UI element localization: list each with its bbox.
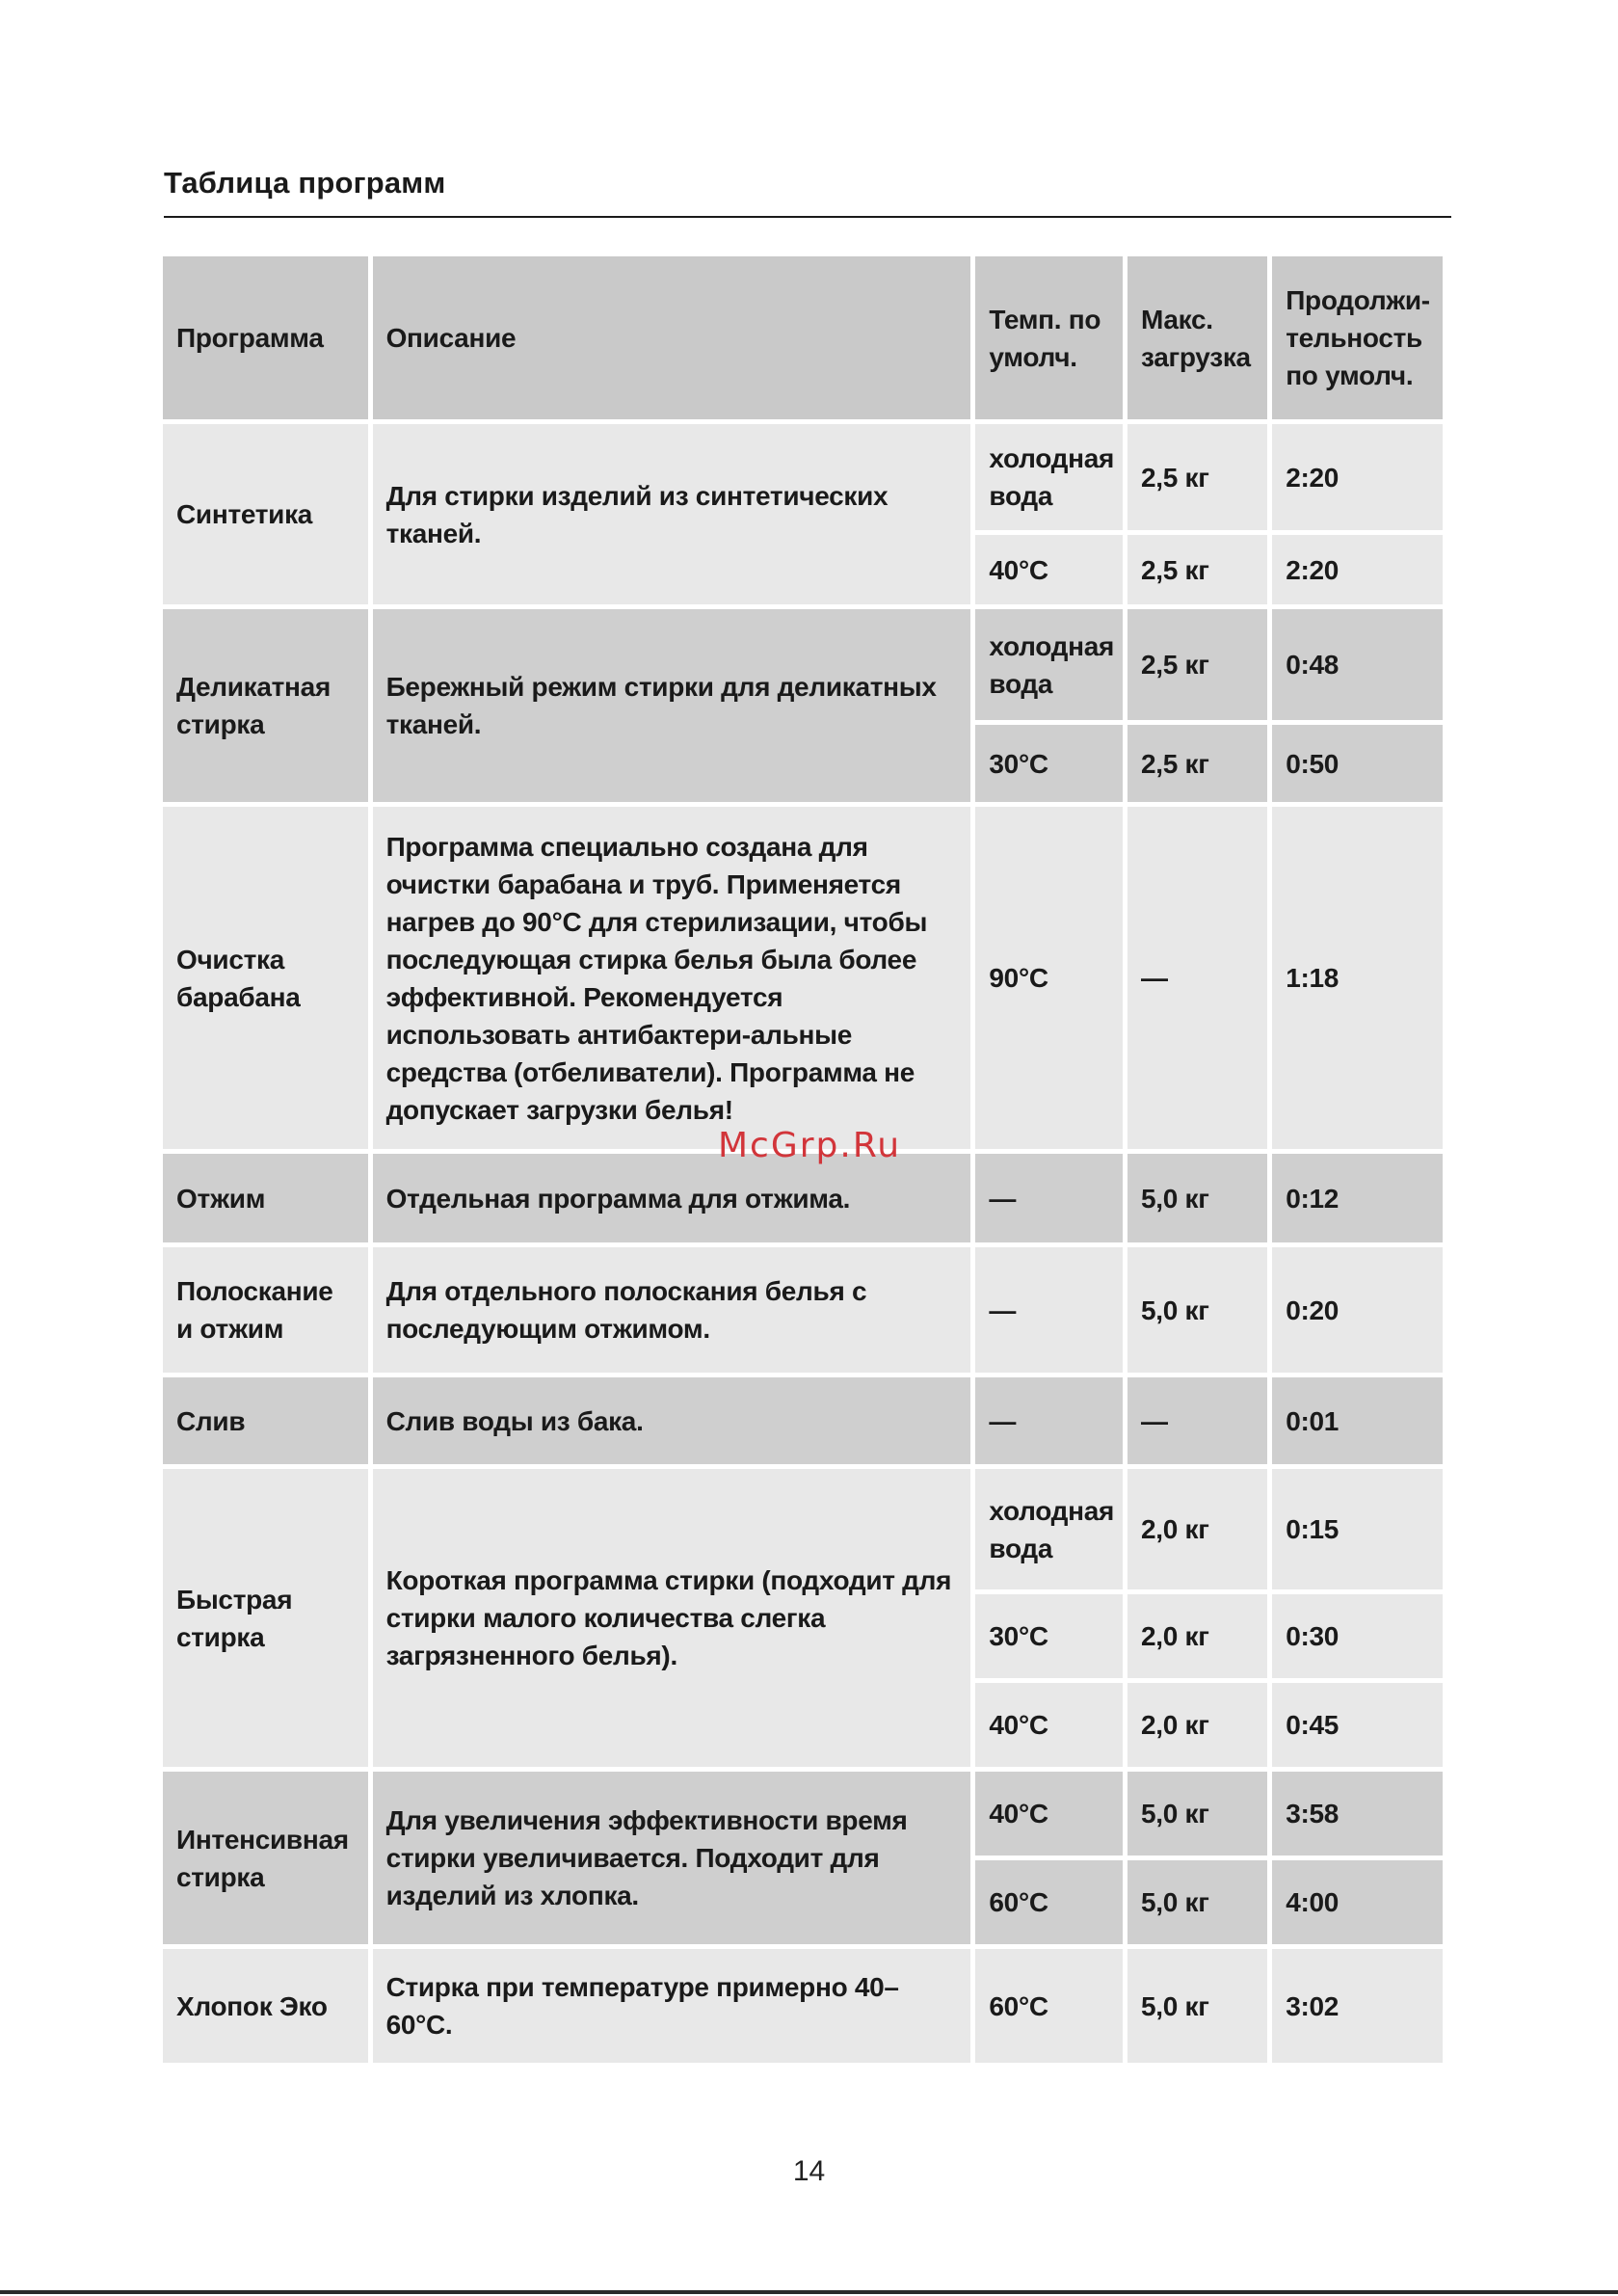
section-title: Таблица программ bbox=[164, 166, 446, 200]
duration-cell: 2:20 bbox=[1272, 535, 1443, 604]
temp-cell: 30°C bbox=[975, 725, 1123, 802]
table-row bbox=[163, 424, 1443, 530]
program-description: Для стирки изделий из синтетических тканей. bbox=[373, 424, 971, 604]
temp-cell: 60°C bbox=[975, 1860, 1123, 1944]
load-cell: 2,5 кг bbox=[1127, 725, 1267, 802]
load-cell: 5,0 кг bbox=[1127, 1247, 1267, 1373]
load-cell: 5,0 кг bbox=[1127, 1949, 1267, 2063]
load-cell: 5,0 кг bbox=[1127, 1860, 1267, 1944]
temp-cell: — bbox=[975, 1247, 1123, 1373]
duration-cell: 0:45 bbox=[1272, 1683, 1443, 1767]
title-divider bbox=[164, 216, 1451, 218]
table-row bbox=[163, 1949, 1443, 2063]
duration-cell: 4:00 bbox=[1272, 1860, 1443, 1944]
table-row bbox=[163, 609, 1443, 720]
load-cell: 2,5 кг bbox=[1127, 609, 1267, 720]
program-name: Быстрая стирка bbox=[163, 1469, 368, 1767]
header-load: Макс. загрузка bbox=[1127, 256, 1267, 419]
program-name: Интенсивная стирка bbox=[163, 1772, 368, 1944]
program-description: Слив воды из бака. bbox=[373, 1377, 971, 1464]
temp-cell: холодная вода bbox=[975, 1469, 1123, 1589]
table-row bbox=[163, 1772, 1443, 1855]
program-name: Деликатная стирка bbox=[163, 609, 368, 802]
duration-cell: 0:12 bbox=[1272, 1154, 1443, 1242]
duration-cell: 0:20 bbox=[1272, 1247, 1443, 1373]
program-description: Программа специально создана для очистки барабана и труб. Применяется нагрев до 90°C для стерилизации, чтобы последующая стирка белья была более эффективной. Рекомендуется использовать антибактери-альные средства (отбеливатели). Программа не допускает загрузки белья! bbox=[373, 807, 971, 1149]
program-name: Полоскание и отжим bbox=[163, 1247, 368, 1373]
temp-cell: холодная вода bbox=[975, 609, 1123, 720]
duration-cell: 3:02 bbox=[1272, 1949, 1443, 2063]
program-description: Отдельная программа для отжима. bbox=[373, 1154, 971, 1242]
temp-cell: 40°C bbox=[975, 535, 1123, 604]
table-row bbox=[163, 1154, 1443, 1242]
duration-cell: 1:18 bbox=[1272, 807, 1443, 1149]
table-row bbox=[163, 1377, 1443, 1464]
temp-cell: 60°C bbox=[975, 1949, 1123, 2063]
duration-cell: 2:20 bbox=[1272, 424, 1443, 530]
load-cell: 2,0 кг bbox=[1127, 1683, 1267, 1767]
temp-cell: 90°C bbox=[975, 807, 1123, 1149]
duration-cell: 0:48 bbox=[1272, 609, 1443, 720]
temp-cell: 40°C bbox=[975, 1683, 1123, 1767]
temp-cell: — bbox=[975, 1377, 1123, 1464]
duration-cell: 0:30 bbox=[1272, 1594, 1443, 1678]
load-cell: 5,0 кг bbox=[1127, 1154, 1267, 1242]
load-cell: 2,5 кг bbox=[1127, 535, 1267, 604]
program-description: Стирка при температуре примерно 40–60°C. bbox=[373, 1949, 971, 2063]
load-cell: 2,5 кг bbox=[1127, 424, 1267, 530]
table-row bbox=[163, 1469, 1443, 1589]
table-row bbox=[163, 807, 1443, 1149]
program-name: Очистка барабана bbox=[163, 807, 368, 1149]
temp-cell: 30°C bbox=[975, 1594, 1123, 1678]
duration-cell: 0:15 bbox=[1272, 1469, 1443, 1589]
load-cell: 2,0 кг bbox=[1127, 1469, 1267, 1589]
temp-cell: — bbox=[975, 1154, 1123, 1242]
watermark: McGrp.Ru bbox=[718, 1126, 902, 1165]
header-temp: Темп. по умолч. bbox=[975, 256, 1123, 419]
duration-cell: 0:01 bbox=[1272, 1377, 1443, 1464]
program-name: Отжим bbox=[163, 1154, 368, 1242]
header-description: Описание bbox=[373, 256, 971, 419]
program-description: Бережный режим стирки для деликатных тканей. bbox=[373, 609, 971, 802]
program-description: Для увеличения эффективности время стирки увеличивается. Подходит для изделий из хлопка. bbox=[373, 1772, 971, 1944]
header-duration: Продолжи-тельность по умолч. bbox=[1272, 256, 1443, 419]
load-cell: — bbox=[1127, 1377, 1267, 1464]
bottom-edge-line bbox=[0, 2290, 1618, 2294]
load-cell: — bbox=[1127, 807, 1267, 1149]
header-program: Программа bbox=[163, 256, 368, 419]
load-cell: 5,0 кг bbox=[1127, 1772, 1267, 1855]
load-cell: 2,0 кг bbox=[1127, 1594, 1267, 1678]
duration-cell: 0:50 bbox=[1272, 725, 1443, 802]
table-row bbox=[163, 1247, 1443, 1373]
program-name: Хлопок Эко bbox=[163, 1949, 368, 2063]
temp-cell: 40°C bbox=[975, 1772, 1123, 1855]
program-description: Для отдельного полоскания белья с последующим отжимом. bbox=[373, 1247, 971, 1373]
duration-cell: 3:58 bbox=[1272, 1772, 1443, 1855]
program-description: Короткая программа стирки (подходит для стирки малого количества слегка загрязненного белья). bbox=[373, 1469, 971, 1767]
program-name: Слив bbox=[163, 1377, 368, 1464]
temp-cell: холодная вода bbox=[975, 424, 1123, 530]
page-number: 14 bbox=[792, 2155, 826, 2187]
program-name: Синтетика bbox=[163, 424, 368, 604]
table-header-row bbox=[163, 256, 1443, 419]
